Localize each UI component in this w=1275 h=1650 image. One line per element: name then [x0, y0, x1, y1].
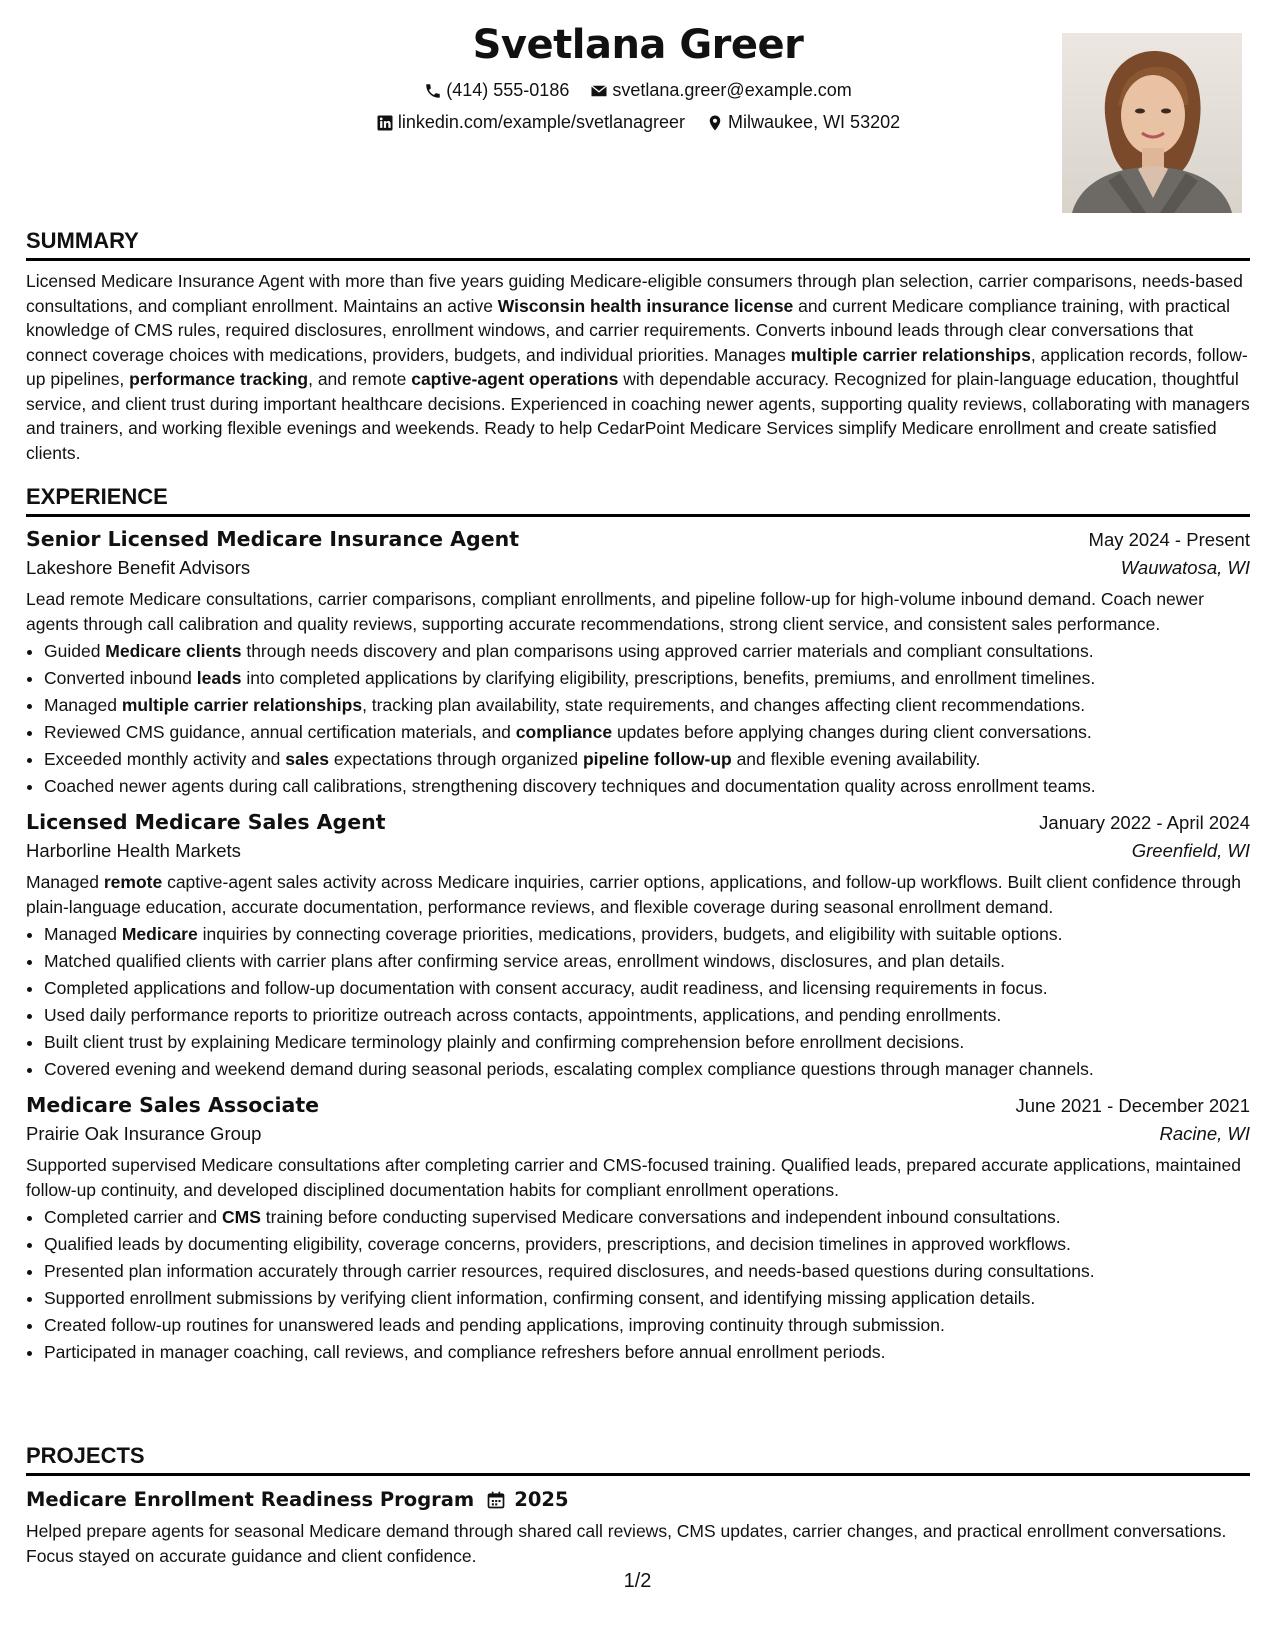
job-company: Lakeshore Benefit Advisors [26, 557, 251, 578]
calendar-icon [486, 1490, 506, 1510]
job-title: Senior Licensed Medicare Insurance Agent [26, 527, 520, 551]
phone-contact [424, 80, 569, 101]
list-item: • Managed Medicare inquiries by connecting coverage priorities, medications, providers, budgets, and eligibility with suitable options. [44, 921, 1250, 948]
job-company: Prairie Oak Insurance Group [26, 1123, 262, 1144]
list-item: • Reviewed CMS guidance, annual certification materials, and compliance updates before applying changes during client conversations. [44, 719, 1250, 746]
job-dates: January 2022 - April 2024 [1039, 812, 1250, 833]
email-text[interactable]: svetlana.greer@example.com [612, 80, 852, 100]
phone-icon [424, 82, 442, 100]
list-item: • Coached newer agents during call calibrations, strengthening discovery techniques and documentation quality across enrollment teams. [44, 773, 1250, 800]
job-company: Harborline Health Markets [26, 840, 241, 861]
list-item: • Exceeded monthly activity and sales expectations through organized pipeline follow-up and flexible evening availability. [44, 746, 1250, 773]
phone-text: (414) 555-0186 [446, 80, 570, 100]
job-bullets [26, 1204, 1250, 1366]
email-contact[interactable] [590, 80, 851, 101]
list-item: • Presented plan information accurately through carrier resources, required disclosures, and needs-based questions during consultations. [44, 1258, 1250, 1285]
project-year: 2025 [514, 1488, 569, 1511]
job-entry [26, 1093, 1250, 1366]
job-description: Managed remote captive-agent sales activity across Medicare inquiries, carrier options, applications, and follow-up workflows. Built client confidence through plain-language education, accurate documentation, performance reviews, and flexible coverage during seasonal enrollment demand. [26, 872, 1241, 917]
job-description: Supported supervised Medicare consultations after completing carrier and CMS-focused training. Qualified leads, prepared accurate applications, maintained follow-up continuity, and developed disciplined documentation habits for compliant enrollment operations. [26, 1155, 1241, 1200]
job-location: Racine, WI [1159, 1123, 1250, 1144]
summary-text: Licensed Medicare Insurance Agent with more than five years guiding Medicare-eligible consumers through plan selection, carrier comparisons, needs-based consultations, and compliant enrollment. Maintains an active Wisconsin health insurance license and current Medicare compliance training, with practical knowledge of CMS rules, required disclosures, enrollment windows, and carrier requirements. Converts inbound leads through clear conversations that connect coverage choices with medications, providers, budgets, and individual priorities. Manages multiple carrier relationships, application records, follow-up pipelines, performance tracking, and remote captive-agent operations with dependable accuracy. Recognized for plain-language education, thoughtful service, and client trust during important healthcare decisions. Experienced in coaching newer agents, supporting quality reviews, collaborating with managers and trainers, and working flexible evenings and weekends. Ready to help CedarPoint Medicare Services simplify Medicare enrollment and create satisfied clients. [26, 271, 1250, 463]
job-location: Greenfield, WI [1131, 840, 1250, 861]
list-item: • Completed carrier and CMS training before conducting supervised Medicare conversations and independent inbound consultations. [44, 1204, 1250, 1231]
location-text: Milwaukee, WI 53202 [728, 112, 901, 132]
resume-page [26, 0, 1250, 1650]
job-location: Wauwatosa, WI [1120, 557, 1250, 578]
summary-heading: SUMMARY [26, 228, 1250, 261]
page-number: 1/2 [623, 1570, 652, 1592]
job-entry [26, 810, 1250, 1083]
experience-section [26, 484, 1250, 1366]
list-item: • Converted inbound leads into completed applications by clarifying eligibility, prescriptions, benefits, premiums, and enrollment timelines. [44, 665, 1250, 692]
job-title: Licensed Medicare Sales Agent [26, 810, 386, 834]
job-dates: May 2024 - Present [1088, 529, 1250, 550]
linkedin-contact[interactable] [376, 112, 685, 133]
projects-heading: PROJECTS [26, 1443, 1250, 1476]
map-pin-icon [706, 114, 724, 132]
resume-header [26, 0, 1250, 225]
job-bullets [26, 921, 1250, 1083]
list-item: • Completed applications and follow-up documentation with consent accuracy, audit readiness, and licensing requirements in focus. [44, 975, 1250, 1002]
location-contact [706, 112, 900, 133]
job-dates: June 2021 - December 2021 [1015, 1095, 1250, 1116]
list-item: • Participated in manager coaching, call reviews, and compliance refreshers before annual enrollment periods. [44, 1339, 1250, 1366]
list-item: • Managed multiple carrier relationships, tracking plan availability, state requirements, and changes affecting client recommendations. [44, 692, 1250, 719]
list-item: • Qualified leads by documenting eligibility, coverage concerns, providers, prescriptions, and decision timelines in approved workflows. [44, 1231, 1250, 1258]
list-item: • Supported enrollment submissions by verifying client information, confirming consent, and identifying missing application details. [44, 1285, 1250, 1312]
linkedin-icon [376, 114, 394, 132]
project-name: Medicare Enrollment Readiness Program [26, 1488, 475, 1511]
experience-heading: EXPERIENCE [26, 484, 1250, 517]
list-item: • Guided Medicare clients through needs discovery and plan comparisons using approved carrier materials and compliant consultations. [44, 638, 1250, 665]
list-item: • Built client trust by explaining Medicare terminology plainly and confirming comprehension before enrollment decisions. [44, 1029, 1250, 1056]
job-description: Lead remote Medicare consultations, carrier comparisons, compliant enrollments, and pipeline follow-up for high-volume inbound demand. Coach newer agents through call calibration and quality reviews, supporting accurate recommendations, strong client service, and consistent sales performance. [26, 589, 1204, 634]
linkedin-text[interactable]: linkedin.com/example/svetlanagreer [397, 112, 686, 132]
candidate-name: Svetlana Greer [472, 22, 804, 68]
job-bullets [26, 638, 1250, 800]
project-header [26, 1488, 1250, 1511]
envelope-icon [590, 82, 608, 100]
job-entry [26, 527, 1250, 800]
list-item: • Covered evening and weekend demand during seasonal periods, escalating complex compliance questions through manager channels. [44, 1056, 1250, 1083]
projects-section [26, 1443, 1250, 1568]
summary-section [26, 228, 1250, 465]
project-description: Helped prepare agents for seasonal Medicare demand through shared call reviews, CMS updates, carrier changes, and practical enrollment conversations. Focus stayed on accurate guidance and client confidence. [26, 1521, 1227, 1566]
profile-photo [1062, 33, 1242, 213]
job-title: Medicare Sales Associate [26, 1093, 320, 1117]
list-item: • Matched qualified clients with carrier plans after confirming service areas, enrollment windows, disclosures, and plan details. [44, 948, 1250, 975]
list-item: • Used daily performance reports to prioritize outreach across contacts, appointments, applications, and pending enrollments. [44, 1002, 1250, 1029]
list-item: • Created follow-up routines for unanswered leads and pending applications, improving continuity through submission. [44, 1312, 1250, 1339]
